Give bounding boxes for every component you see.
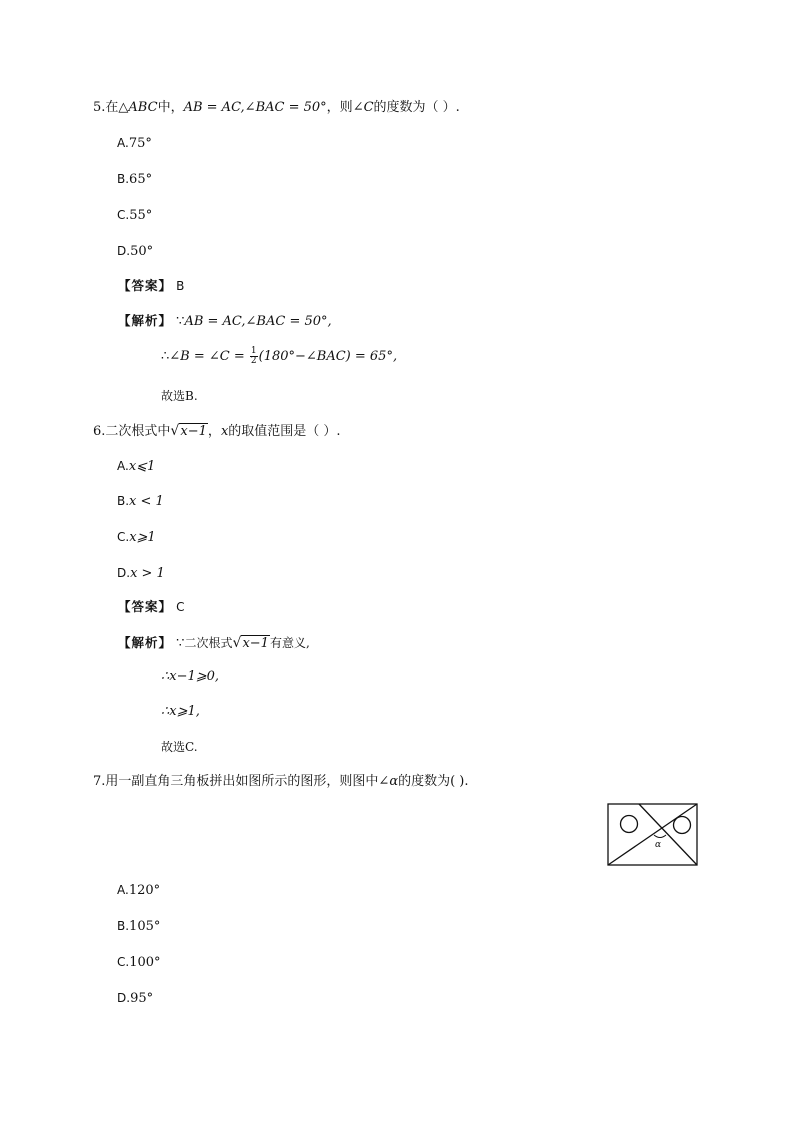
q6-analysis-step2: ∴x−1⩾0,: [161, 669, 220, 684]
sqrt-expression: √ x−1: [170, 423, 208, 441]
figure-diagonal-2: [639, 804, 697, 865]
q5-option-b: B.65°: [117, 172, 153, 187]
answer-value: B: [176, 279, 185, 293]
q6-number: 6.: [93, 424, 106, 439]
q5-stem: 5.在△ABC中，AB = AC,∠BAC = 50°，则∠C的度数为（ ）.: [93, 100, 460, 115]
q6-option-b: B.x < 1: [117, 494, 164, 509]
q5-answer: [118, 277, 184, 296]
q6-answer: [118, 598, 185, 617]
analysis-tag: 【解析】: [118, 635, 173, 650]
analysis-tag: 【解析】: [118, 313, 173, 328]
q6-option-c: C.x⩾1: [117, 530, 156, 545]
figure-circle-left: [621, 816, 638, 833]
q5-conclusion: 故选B.: [161, 389, 198, 403]
triangle-set-figure: [606, 802, 700, 868]
q7-stem: 7.用一副直角三角板拼出如图所示的图形，则图中∠α的度数为( ).: [93, 774, 469, 789]
q5-number: 5.: [93, 100, 106, 115]
q5-option-a: A.75°: [117, 136, 152, 151]
sqrt-expression: √ x−1: [232, 635, 270, 653]
q6-analysis-step3: ∴x⩾1,: [161, 704, 200, 719]
figure-angle-arc: [654, 835, 666, 838]
q6-analysis-step1: 【解析】 ∵二次根式√ x−1有意义,: [118, 634, 310, 653]
q6-stem: 6.二次根式中√ x−1，x的取值范围是（ ）.: [93, 423, 341, 441]
q6-option-d: D.x > 1: [117, 566, 165, 581]
q5-analysis-step2: ∴∠B = ∠C = $\frac{1}{2}$ (180°−∠BAC) = 65°,: [161, 346, 398, 366]
answer-tag: 【答案】: [118, 599, 173, 614]
q6-option-a: A.x⩽1: [117, 459, 156, 474]
q7-option-b: B.105°: [117, 919, 161, 934]
q5-analysis-step1: 【解析】 ∵AB = AC,∠BAC = 50°,: [118, 313, 332, 329]
q6-conclusion: 故选C.: [161, 740, 198, 754]
q5-option-c: C.55°: [117, 208, 153, 223]
q5-option-d: D.50°: [117, 244, 154, 259]
fraction-half: $\frac{1}{2}$: [250, 346, 257, 366]
figure-alpha-label: α: [655, 840, 662, 850]
figure-circle-right: [674, 817, 691, 834]
q7-number: 7.: [93, 774, 106, 789]
q7-option-a: A.120°: [117, 883, 161, 898]
figure-diagonal-1: [608, 804, 697, 865]
q7-option-d: D.95°: [117, 991, 154, 1006]
answer-tag: 【答案】: [118, 278, 173, 293]
answer-value: C: [176, 600, 185, 614]
q7-option-c: C.100°: [117, 955, 161, 970]
